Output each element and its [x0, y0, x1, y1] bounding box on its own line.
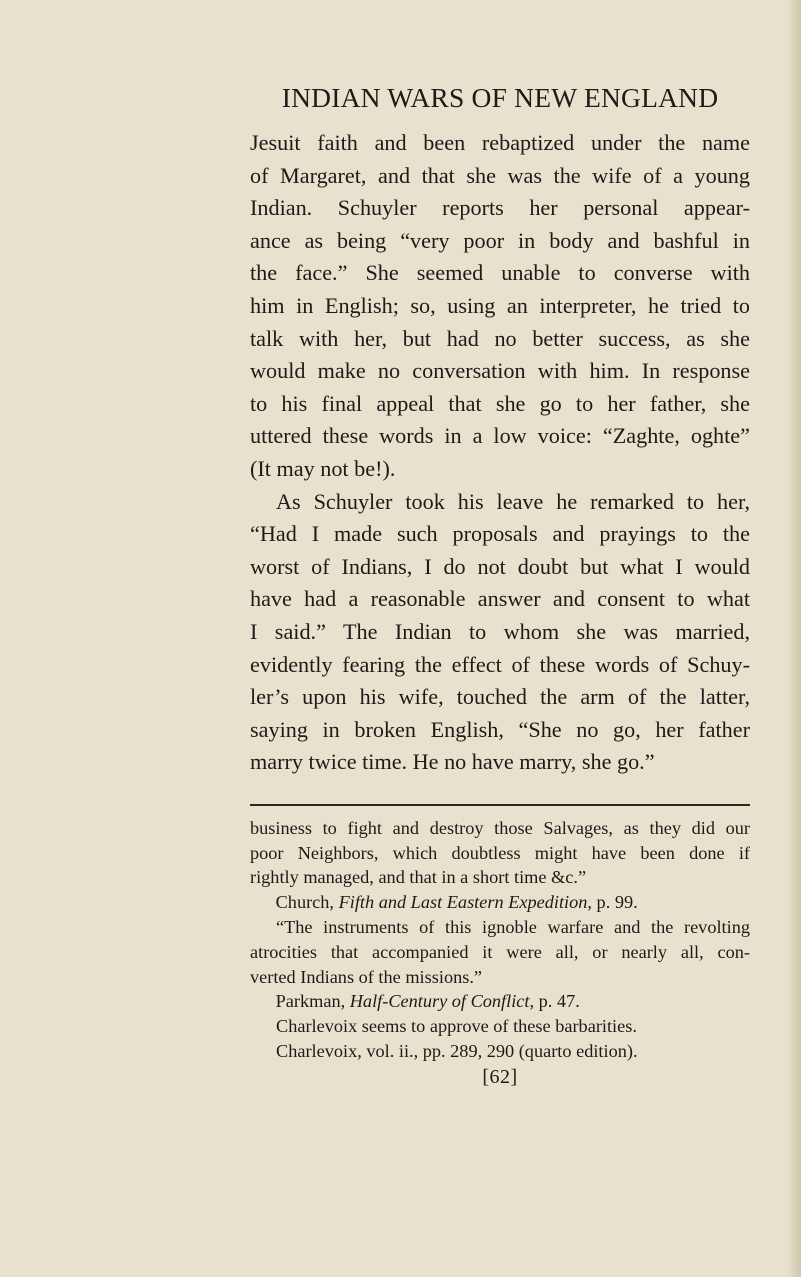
- text-line: worst of Indians, I do not doubt but what I would: [250, 553, 750, 579]
- text-line: I said.” The Indian to whom she was married,: [250, 618, 750, 644]
- footnote-line: Charlevoix seems to approve of these barbarities.: [276, 1016, 637, 1037]
- citation-2: [250, 989, 750, 1014]
- text-line: As Schuyler took his leave he remarked to her,: [276, 488, 750, 514]
- page-edge-shadow: [787, 0, 801, 1277]
- text-line: marry twice time. He no have marry, she go.”: [250, 749, 655, 775]
- text-line: of Margaret, and that she was the wife of a young: [250, 162, 750, 188]
- citation-prefix: Parkman,: [275, 991, 350, 1012]
- text-line: Indian. Schuyler reports her personal appear-: [250, 195, 750, 221]
- paragraph-1: [250, 127, 750, 486]
- footnote-line: Charlevoix, vol. ii., pp. 289, 290 (quarto edition).: [276, 1041, 638, 1062]
- text-line: talk with her, but had no better success, as she: [250, 325, 750, 351]
- footnote-line: “The instruments of this ignoble warfare and the revolting: [276, 917, 750, 938]
- page-content: [250, 82, 750, 1089]
- text-line: Jesuit faith and been rebaptized under the name: [250, 130, 750, 155]
- text-line: him in English; so, using an interpreter, he tried to: [250, 292, 750, 318]
- page-number: [62]: [482, 1065, 518, 1088]
- footnotes: [250, 816, 750, 1064]
- footnote-line: rightly managed, and that in a short time &c.”: [250, 867, 587, 888]
- citation-suffix: , p. 47.: [529, 991, 580, 1012]
- paragraph-2: [250, 486, 750, 779]
- citation-title: Fifth and Last Eastern Expedition: [338, 892, 588, 913]
- footnote-line: poor Neighbors, which doubtless might have been done if: [250, 842, 750, 863]
- text-line: to his final appeal that she go to her father, she: [250, 390, 750, 416]
- text-line: ler’s upon his wife, touched the arm of the latter,: [250, 684, 750, 710]
- text-line: evidently fearing the effect of these words of Schuy-: [250, 651, 750, 677]
- text-line: the face.” She seemed unable to converse with: [250, 260, 750, 286]
- footnote-line: business to fight and destroy those Salvages, as they did our: [250, 817, 750, 838]
- main-text: [250, 127, 750, 779]
- running-head: INDIAN WARS OF NEW ENGLAND: [281, 82, 719, 113]
- citation-title: Half-Century of Conflict: [349, 991, 530, 1012]
- text-line: “Had I made such proposals and prayings to the: [250, 521, 750, 547]
- text-line: saying in broken English, “She no go, her father: [250, 716, 750, 742]
- text-line: uttered these words in a low voice: “Zaghte, oghte”: [250, 423, 750, 449]
- footnote-line: verted Indians of the missions.”: [250, 966, 483, 987]
- text-line: would make no conversation with him. In response: [250, 358, 750, 384]
- citation-prefix: Church,: [275, 892, 339, 913]
- text-line: have had a reasonable answer and consent to what: [250, 586, 750, 612]
- text-line: ance as being “very poor in body and bashful in: [250, 227, 750, 253]
- citation-suffix: , p. 99.: [587, 892, 638, 913]
- citation-1: [250, 890, 750, 915]
- footnote-2: [250, 915, 750, 989]
- footnote-line: atrocities that accompanied it were all, or nearly all, con-: [250, 941, 750, 962]
- footnote-1: [250, 816, 750, 890]
- text-line: (It may not be!).: [250, 455, 396, 481]
- footnote-divider: [250, 804, 750, 806]
- footnote-3: [250, 1014, 750, 1064]
